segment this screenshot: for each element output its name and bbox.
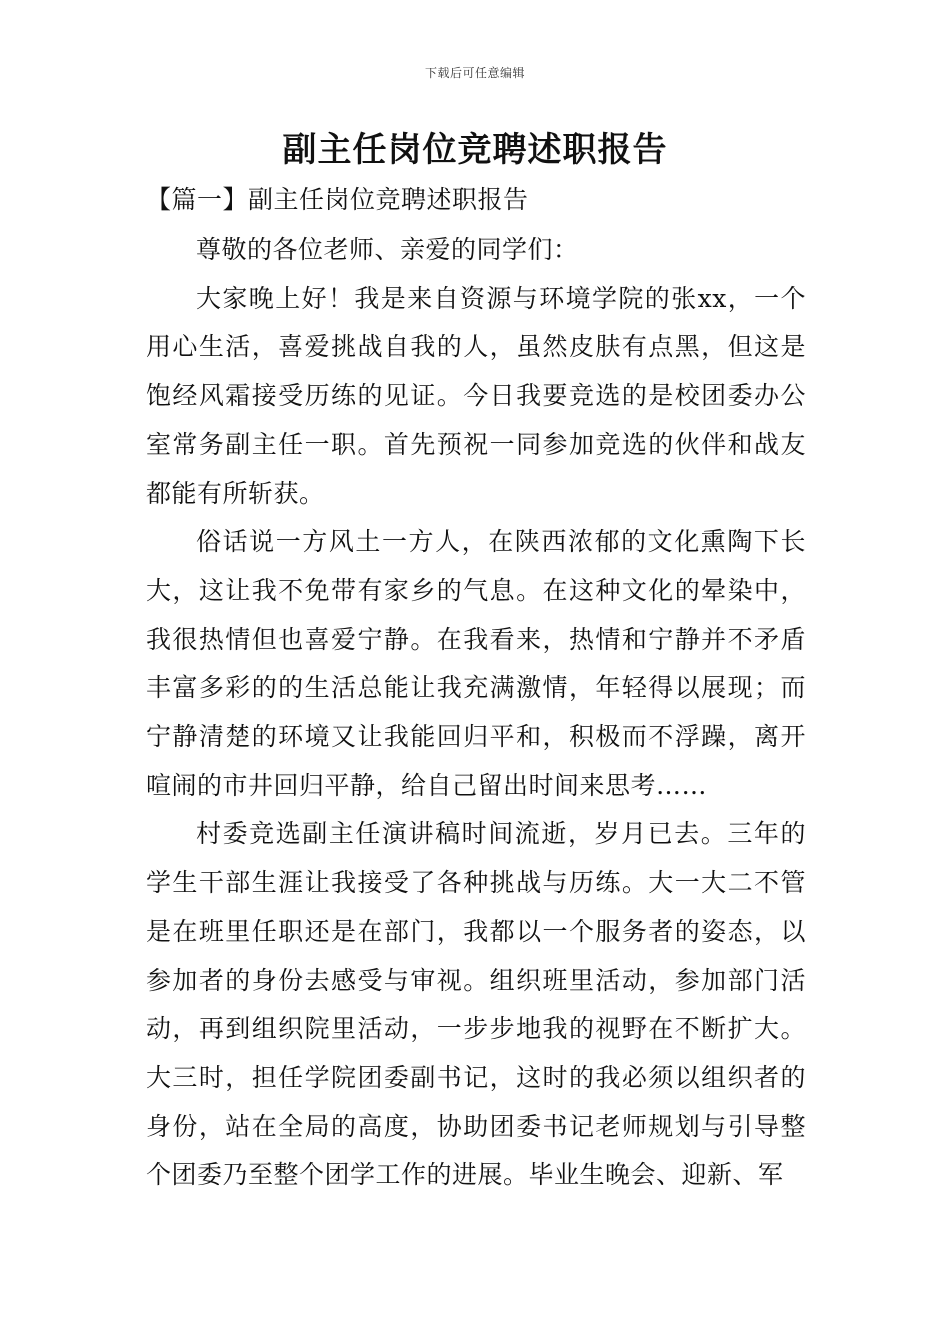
salutation-paragraph: 尊敬的各位老师、亲爱的同学们：	[196, 235, 579, 264]
section-heading: 【篇一】副主任岗位竞聘述职报告	[146, 185, 529, 214]
body-paragraph-experience: 村委竞选副主任演讲稿时间流逝，岁月已去。三年的学生干部生涯让我接受了各种挑战与历练。大一大二不管是在班里任职还是在部门，我都以一个服务者的姿态，以参加者的身份去感受与审视。组织班里活动，参加部门活动，再到组织院里活动，一步步地我的视野在不断扩大。大三时，担任学院团委副书记，这时的我必须以组织者的身份，站在全局的高度，协助团委书记老师规划与引导整个团委乃至整个团学工作的进展。毕业生晚会、迎新、军	[146, 819, 806, 1190]
header-note: 下载后可任意编辑	[424, 66, 525, 80]
body-paragraph-intro: 大家晚上好！我是来自资源与环境学院的张xx，一个用心生活，喜爱挑战自我的人，虽然皮肤有点黑，但这是饱经风霜接受历练的见证。今日我要竞选的是校团委办公室常务副主任一职。首先预祝一同参加竞选的伙伴和战友都能有所斩获。	[146, 283, 806, 508]
document-body	[146, 176, 806, 1200]
document-title: 副主任岗位竞聘述职报告	[282, 130, 668, 170]
body-paragraph-hometown: 俗话说一方风土一方人，在陕西浓郁的文化熏陶下长大，这让我不免带有家乡的气息。在这种文化的晕染中，我很热情但也喜爱宁静。在我看来，热情和宁静并不矛盾丰富多彩的的生活总能让我充满激情，年轻得以展现；而宁静清楚的环境又让我能回归平和，积极而不浮躁，离开喧闹的市井回归平静，给自己留出时间来思考……	[146, 527, 806, 800]
